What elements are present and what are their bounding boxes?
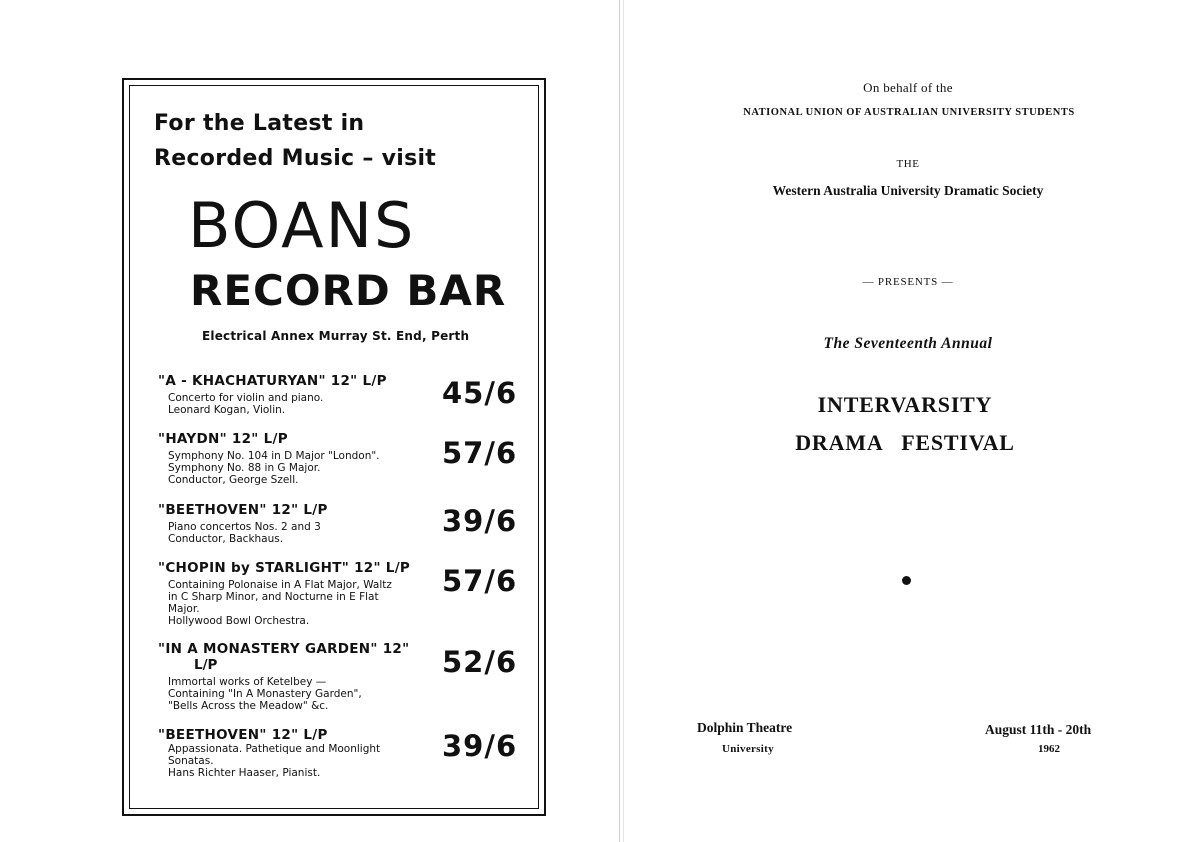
bullet-dot: [902, 576, 911, 585]
record-description: Piano concertos Nos. 2 and 3 Conductor, Backhaus.: [168, 521, 321, 545]
on-behalf-line: On behalf of the: [863, 80, 953, 95]
record-title: "A - KHACHATURYAN" 12" L/P: [158, 373, 387, 389]
festival-title-line-2: DRAMA FESTIVAL: [795, 430, 1015, 455]
store-subtitle: RECORD BAR: [190, 266, 507, 315]
venue-name: Dolphin Theatre: [697, 720, 793, 735]
festival-year: 1962: [1038, 743, 1060, 755]
record-title: "BEETHOVEN" 12" L/P: [158, 502, 328, 518]
record-title: "BEETHOVEN" 12" L/P: [158, 727, 328, 743]
festival-title-line-1: INTERVARSITY: [817, 392, 993, 417]
record-price: 52/6: [442, 645, 518, 679]
venue-sub: University: [722, 743, 774, 755]
record-title: "HAYDN" 12" L/P: [158, 431, 288, 447]
festival-title: [700, 386, 1110, 462]
record-price: 45/6: [442, 376, 518, 410]
intro-line-1: For the Latest in: [154, 111, 365, 136]
the-line: THE: [896, 158, 920, 170]
festival-dates: August 11th - 20th: [985, 722, 1092, 737]
record-description: Appassionata. Pathetique and Moonlight Sonatas. Hans Richter Haaser, Pianist.: [168, 743, 381, 779]
store-address: Electrical Annex Murray St. End, Perth: [202, 329, 470, 343]
page-fold-shadow: [623, 0, 624, 842]
record-description: Immortal works of Ketelbey — Containing "In A Monastery Garden", "Bells Across the Meadow" &c.: [168, 676, 362, 712]
intro-line-2: Recorded Music – visit: [154, 146, 437, 171]
record-description: Symphony No. 104 in D Major "London". Symphony No. 88 in G Major. Conductor, George Szell.: [168, 450, 380, 486]
record-price: 39/6: [442, 504, 518, 538]
record-description: Concerto for violin and piano. Leonard Kogan, Violin.: [168, 392, 324, 416]
store-name: BOANS: [188, 189, 416, 262]
record-price: 57/6: [442, 564, 518, 598]
record-description: Containing Polonaise in A Flat Major, Waltz in C Sharp Minor, and Nocturne in E Flat Major. Hollywood Bowl Orchestra.: [168, 579, 392, 627]
record-title: "IN A MONASTERY GARDEN" 12": [158, 641, 410, 657]
ad-intro: [154, 106, 436, 176]
page-fold: [619, 0, 620, 842]
record-title: "CHOPIN by STARLIGHT" 12" L/P: [158, 560, 411, 576]
presents-line: — PRESENTS —: [862, 276, 954, 288]
record-price: 57/6: [442, 436, 518, 470]
society-name: Western Australia University Dramatic Society: [772, 183, 1044, 198]
record-title-cont: L/P: [194, 657, 218, 673]
record-price: 39/6: [442, 729, 518, 763]
union-name: NATIONAL UNION OF AUSTRALIAN UNIVERSITY STUDENTS: [743, 107, 1075, 118]
annual-line: The Seventeenth Annual: [823, 335, 993, 352]
